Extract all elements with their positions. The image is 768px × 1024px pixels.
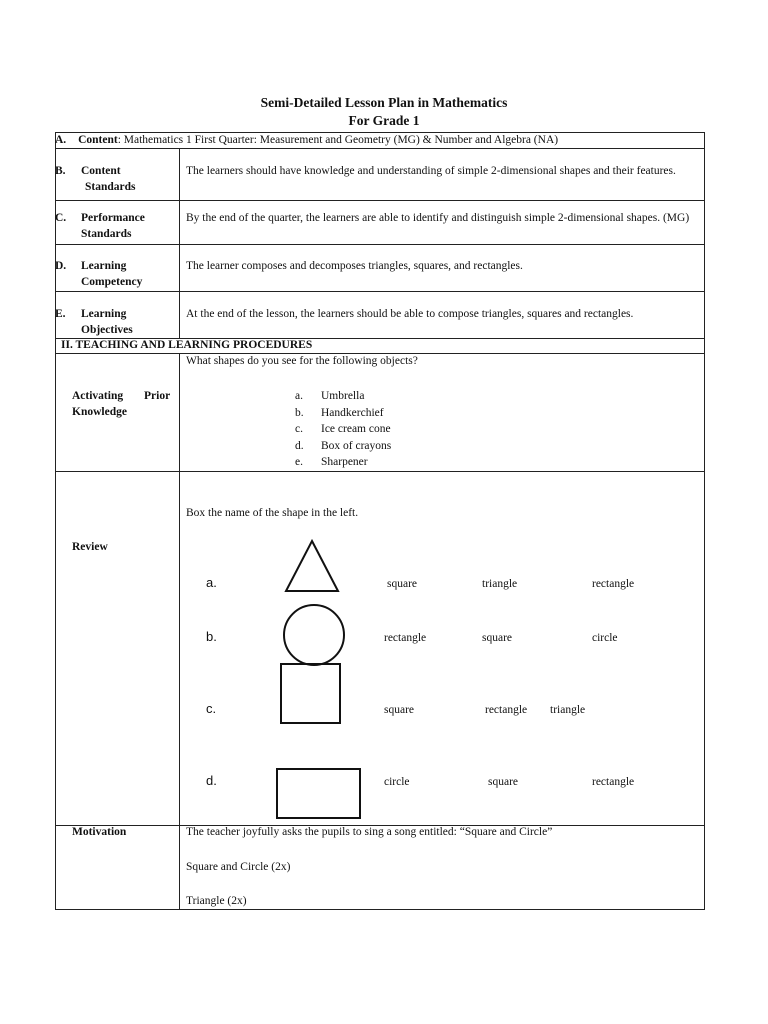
content-standards-text: The learners should have knowledge and understanding of simple 2-dimensional shapes and their features. [186, 165, 676, 177]
section-letter: E. [55, 308, 66, 320]
review-choice: rectangle [592, 578, 635, 590]
section-letter: D. [55, 260, 67, 272]
page-subtitle: For Grade 1 [348, 113, 420, 128]
table-rule [55, 244, 705, 245]
section-letter: C. [55, 212, 67, 224]
review-item-marker: a. [206, 575, 217, 590]
list-item: c. Ice cream cone [295, 423, 391, 435]
section-letter: A. [55, 134, 67, 146]
circle-shape [282, 604, 346, 666]
song-line: Square and Circle (2x) [186, 861, 291, 873]
list-item: b. Handkerchief [295, 406, 384, 419]
review-choice: square [384, 704, 415, 716]
lesson-plan-table [55, 132, 705, 910]
table-rule [704, 132, 705, 910]
performance-standards-text: By the end of the quarter, the learners are able to identify and distinguish simple 2-dimensional shapes. (MG) [186, 212, 690, 224]
square-shape [280, 663, 342, 725]
rectangle-shape [276, 768, 362, 820]
song-line: Triangle (2x) [186, 895, 247, 907]
review-choice: triangle [550, 704, 586, 716]
table-rule [179, 353, 180, 910]
review-item-marker: b. [206, 629, 217, 644]
list-item: d. Box of crayons [295, 439, 392, 452]
activating-label-3: Knowledge [72, 406, 127, 418]
review-choice: circle [384, 776, 410, 788]
review-choice: square [387, 578, 418, 590]
learning-competency-label-2: Competency [81, 276, 143, 288]
page-title: Semi-Detailed Lesson Plan in Mathematics [260, 95, 508, 110]
table-rule [179, 148, 180, 338]
review-choice: triangle [482, 578, 518, 590]
table-rule [55, 200, 705, 201]
content-label: Content [78, 134, 118, 146]
content-text: : Mathematics 1 First Quarter: Measurement and Geometry (MG) & Number and Algebra (NA) [117, 134, 559, 146]
review-item-marker: c. [206, 701, 217, 716]
learning-objectives-label-2: Objectives [81, 324, 133, 336]
procedures-heading: II. TEACHING AND LEARNING PROCEDURES [61, 339, 313, 351]
activating-label-2: Prior [144, 390, 171, 402]
review-choice: rectangle [384, 632, 427, 644]
table-rule [55, 132, 56, 910]
learning-competency-text: The learner composes and decomposes triangles, squares, and rectangles. [186, 260, 523, 272]
performance-standards-label-2: Standards [81, 228, 132, 240]
motivation-text: The teacher joyfully asks the pupils to sing a song entitled: “Square and Circle” [186, 826, 553, 838]
table-rule [55, 909, 705, 910]
table-rule [55, 471, 705, 472]
activating-label: Activating [72, 390, 124, 402]
review-choice: rectangle [592, 776, 635, 788]
objects-list [295, 388, 391, 471]
activating-question: What shapes do you see for the following objects? [186, 355, 418, 367]
section-letter: B. [55, 165, 66, 177]
learning-competency-label: Learning [81, 260, 127, 272]
content-row [55, 132, 558, 148]
motivation-label: Motivation [72, 826, 127, 838]
triangle-shape [284, 538, 340, 594]
review-choice: circle [592, 632, 618, 644]
content-standards-label: Content [81, 165, 121, 177]
learning-objectives-text: At the end of the lesson, the learners should be able to compose triangles, squares and rectangles. [186, 308, 634, 320]
review-label: Review [72, 541, 108, 553]
table-rule [55, 148, 705, 149]
review-choice: square [488, 776, 519, 788]
performance-standards-label: Performance [81, 212, 145, 224]
table-rule [55, 291, 705, 292]
review-choice: rectangle [485, 704, 528, 716]
review-instruction: Box the name of the shape in the left. [186, 507, 359, 519]
review-choice: square [482, 632, 513, 644]
content-standards-label-2: Standards [85, 181, 136, 193]
list-item: a. Umbrella [295, 390, 365, 402]
learning-objectives-label: Learning [81, 308, 127, 320]
review-item-marker: d. [206, 773, 217, 788]
list-item: e. Sharpener [295, 456, 368, 468]
